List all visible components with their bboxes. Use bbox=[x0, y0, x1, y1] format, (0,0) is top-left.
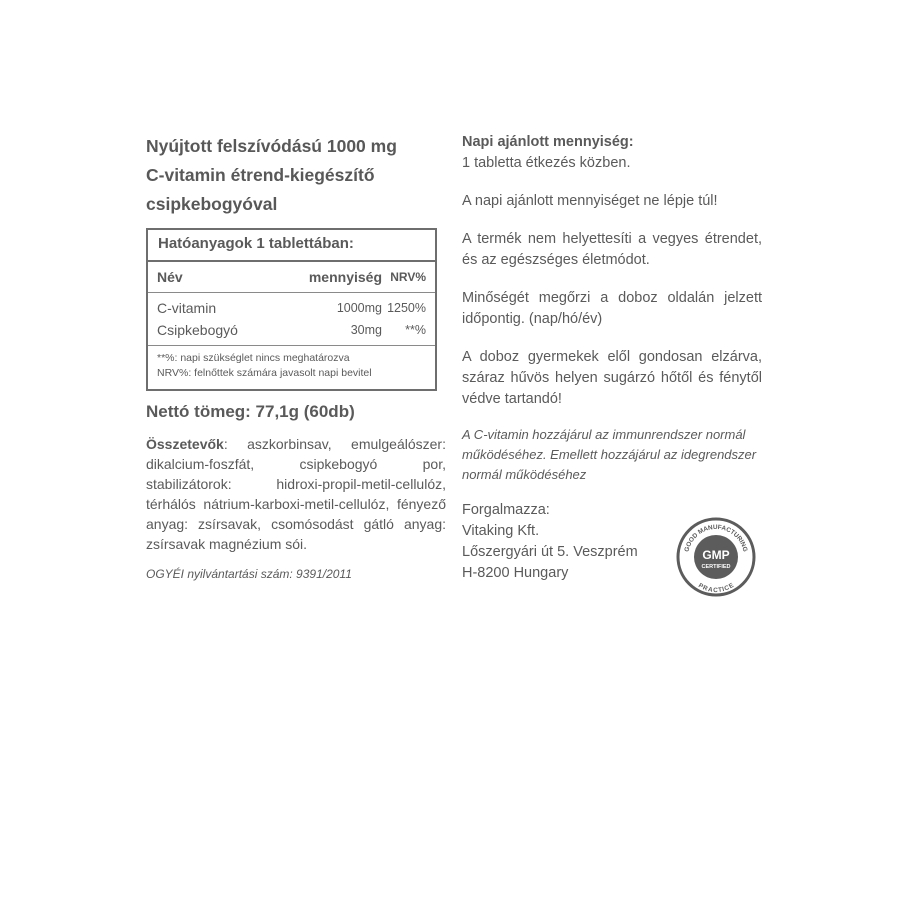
row-name: C-vitamin bbox=[157, 300, 217, 316]
table-notes bbox=[148, 346, 435, 389]
distributor-line: Vitaking Kft. bbox=[462, 523, 540, 539]
registration-number: OGYÉI nyilvántartási szám: 9391/2011 bbox=[146, 567, 352, 581]
ingredients bbox=[146, 434, 446, 554]
badge-top-text: GOOD MANUFACTURING bbox=[683, 523, 749, 553]
col-name-header: Név bbox=[157, 269, 183, 285]
row-amount: 1000mg bbox=[336, 301, 382, 315]
distributor-line: Lőszergyári út 5. Veszprém bbox=[462, 544, 638, 560]
col-nrv-header: NRV% bbox=[390, 270, 426, 284]
ingredients-label: Összetevők bbox=[146, 436, 224, 452]
dosage-warning: A napi ajánlott mennyiséget ne lépje túl! bbox=[462, 193, 718, 209]
net-weight: Nettó tömeg: 77,1g (60db) bbox=[146, 402, 355, 421]
left-column bbox=[146, 132, 446, 581]
badge-bottom-text: PRACTICE bbox=[696, 582, 736, 595]
title-line-3: csipkebogyóval bbox=[146, 194, 278, 214]
table-row bbox=[148, 297, 435, 319]
storage-note: A doboz gyermekek elől gondosan elzárva, száraz hűvös helyen sugárzó hőtől és fénytől védve tartandó! bbox=[462, 349, 762, 407]
product-title bbox=[146, 132, 446, 219]
distributor-line: H-8200 Hungary bbox=[462, 565, 569, 581]
distributor-line: Forgalmazza: bbox=[462, 502, 550, 518]
ingredients-text: : aszkorbinsav, emulgeálószer: dikalcium-foszfát, csipkebogyó por, stabilizátorok: hidroxi-propil-metil-cellulóz, térhálós nátrium-karboxi-metil-cellulóz, fényező anyag: zsírsavak, csomósodást gátló anyag: zsírsavak magnézium sói. bbox=[146, 436, 446, 552]
row-nrv: 1250% bbox=[387, 301, 426, 315]
note-line: NRV%: felnőttek számára javasolt napi bevitel bbox=[157, 367, 372, 379]
row-amount: 30mg bbox=[350, 323, 382, 337]
health-claim: A C-vitamin hozzájárul az immunrendszer normál működéséhez. Emellett hozzájárul az idegrendszer normál működéséhez bbox=[462, 427, 757, 482]
row-nrv: **% bbox=[405, 323, 426, 337]
table-row bbox=[148, 319, 435, 341]
not-substitute-note: A termék nem helyettesíti a vegyes étrendet, és az egészséges életmódot. bbox=[462, 231, 762, 268]
note-line: **%: napi szükséglet nincs meghatározva bbox=[157, 352, 350, 364]
title-line-1: Nyújtott felszívódású 1000 mg bbox=[146, 136, 397, 156]
active-ingredients-table bbox=[146, 228, 437, 391]
dosage-heading: Napi ajánlott mennyiség: bbox=[462, 134, 634, 150]
badge-sub-text: CERTIFIED bbox=[701, 564, 731, 570]
badge-center-text: GMP bbox=[702, 548, 730, 562]
row-name: Csipkebogyó bbox=[157, 322, 238, 338]
table-header-row bbox=[148, 262, 435, 292]
best-before-note: Minőségét megőrzi a doboz oldalán jelzett időpontig. (nap/hó/év) bbox=[462, 290, 762, 327]
table-heading: Hatóanyagok 1 tablettában: bbox=[158, 235, 354, 252]
dosage-text: 1 tabletta étkezés közben. bbox=[462, 155, 631, 171]
col-amount-header: mennyiség bbox=[308, 269, 382, 285]
gmp-certified-badge bbox=[676, 517, 756, 597]
title-line-2: C-vitamin étrend-kiegészítő bbox=[146, 165, 375, 185]
